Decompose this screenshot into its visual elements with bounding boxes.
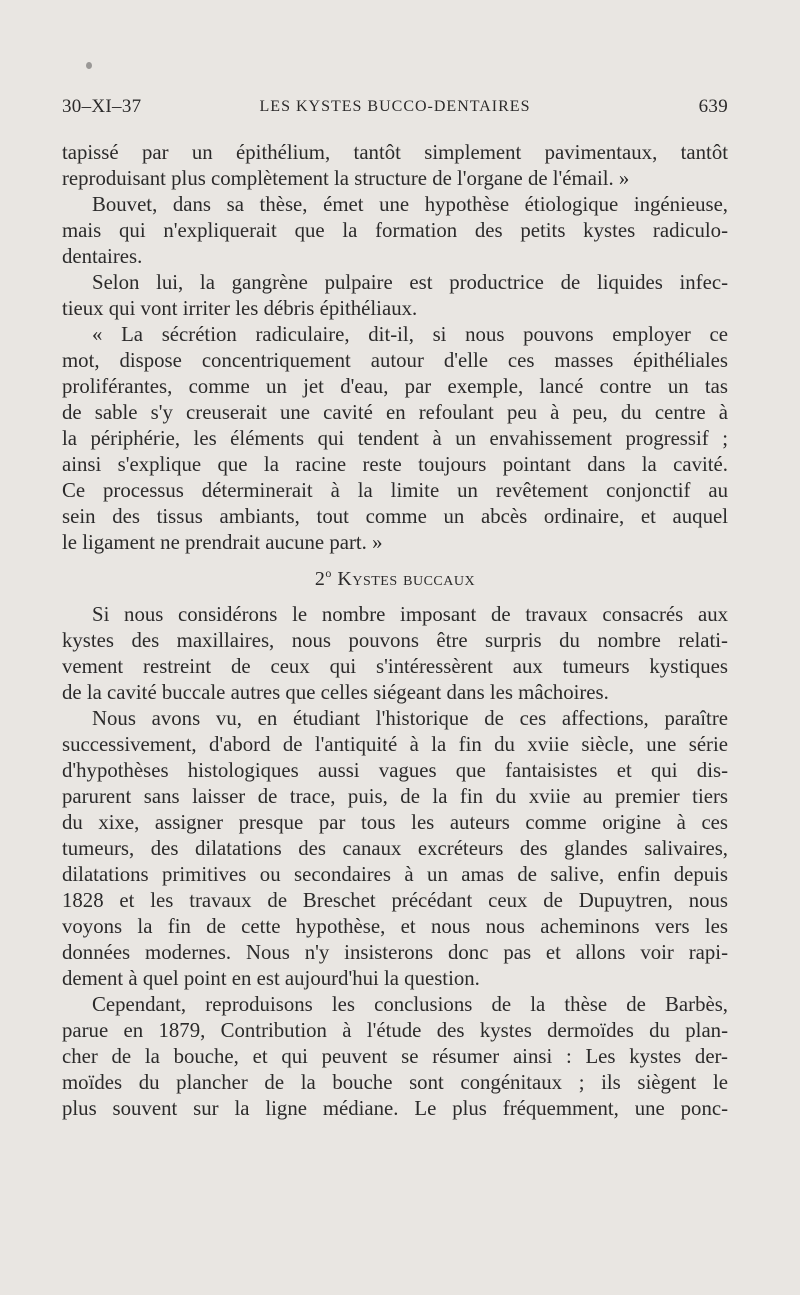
text-line: ainsi s'explique que la racine reste toujours pointant dans la cavité.	[62, 453, 728, 476]
section-heading	[62, 566, 728, 592]
running-header	[62, 96, 728, 126]
section-number: 2	[314, 568, 326, 590]
text-line: dilatations primitives ou secondaires à un amas de salive, enfin depuis	[62, 863, 728, 886]
text-line: voyons la fin de cette hypothèse, et nous nous acheminons vers les	[62, 915, 728, 938]
text-line: de sable s'y creuserait une cavité en refoulant peu à peu, du centre à	[62, 401, 728, 424]
text-line: tapissé par un épithélium, tantôt simplement pavimentaux, tantôt	[62, 141, 728, 164]
text-line: vement restreint de ceux qui s'intéressèrent aux tumeurs kystiques	[62, 655, 728, 678]
text-line: le ligament ne prendrait aucune part. »	[62, 531, 383, 554]
text-line: Si nous considérons le nombre imposant de travaux consacrés aux	[92, 603, 728, 626]
text-line: dement à quel point en est aujourd'hui la question.	[62, 967, 480, 990]
text-line: d'hypothèses histologiques aussi vagues que fantaisistes et qui dis-	[62, 759, 728, 782]
text-line: parurent sans laisser de trace, puis, de la fin du xviie au premier tiers	[62, 785, 728, 808]
text-line: proliférantes, comme un jet d'eau, par exemple, lancé contre un tas	[62, 375, 728, 398]
text-line: 1828 et les travaux de Breschet précédant ceux de Dupuytren, nous	[62, 889, 728, 912]
text-line: cher de la bouche, et qui peuvent se résumer ainsi : Les kystes der-	[62, 1045, 728, 1068]
text-line: Bouvet, dans sa thèse, émet une hypothèse étiologique ingénieuse,	[92, 193, 728, 216]
text-line: plus souvent sur la ligne médiane. Le plus fréquemment, une ponc-	[62, 1097, 728, 1120]
text-line: tieux qui vont irriter les débris épithéliaux.	[62, 297, 418, 320]
text-line: mais qui n'expliquerait que la formation des petits kystes radiculo-	[62, 219, 728, 242]
text-line: données modernes. Nous n'y insisterons donc pas et allons voir rapi-	[62, 941, 728, 964]
section-degree: o	[325, 566, 332, 580]
text-line: « La sécrétion radiculaire, dit-il, si nous pouvons employer ce	[92, 323, 728, 346]
text-line: sein des tissus ambiants, tout comme un abcès ordinaire, et auquel	[62, 505, 728, 528]
text-line: kystes des maxillaires, nous pouvons être surpris du nombre relati-	[62, 629, 728, 652]
running-title: LES KYSTES BUCCO-DENTAIRES	[259, 98, 531, 115]
text-line: Cependant, reproduisons les conclusions de la thèse de Barbès,	[92, 993, 728, 1016]
text-line: la périphérie, les éléments qui tendent à un envahissement progressif ;	[62, 427, 728, 450]
text-line: Nous avons vu, en étudiant l'historique de ces affections, paraître	[92, 707, 728, 730]
text-line: de la cavité buccale autres que celles siégeant dans les mâchoires.	[62, 681, 609, 704]
text-line: parue en 1879, Contribution à l'étude des kystes dermoïdes du plan-	[62, 1019, 728, 1042]
page-number: 639	[698, 96, 728, 117]
text-line: du xixe, assigner presque par tous les auteurs comme origine à ces	[62, 811, 728, 834]
text-line: mot, dispose concentriquement autour d'elle ces masses épithéliales	[62, 349, 728, 372]
text-line: Selon lui, la gangrène pulpaire est productrice de liquides infec-	[92, 271, 728, 294]
text-line: moïdes du plancher de la bouche sont congénitaux ; ils siègent le	[62, 1071, 728, 1094]
text-line: dentaires.	[62, 245, 143, 268]
section-title: Kystes buccaux	[337, 568, 476, 590]
ink-speck	[86, 62, 92, 69]
text-line: tumeurs, des dilatations des canaux excréteurs des glandes salivaires,	[62, 837, 728, 860]
text-line: Ce processus déterminerait à la limite un revêtement conjonctif au	[62, 479, 728, 502]
header-date: 30–XI–37	[62, 96, 142, 117]
body-text	[62, 140, 728, 1122]
text-line: successivement, d'abord de l'antiquité à la fin du xviie siècle, une série	[62, 733, 728, 756]
text-line: reproduisant plus complètement la structure de l'organe de l'émail. »	[62, 167, 630, 190]
